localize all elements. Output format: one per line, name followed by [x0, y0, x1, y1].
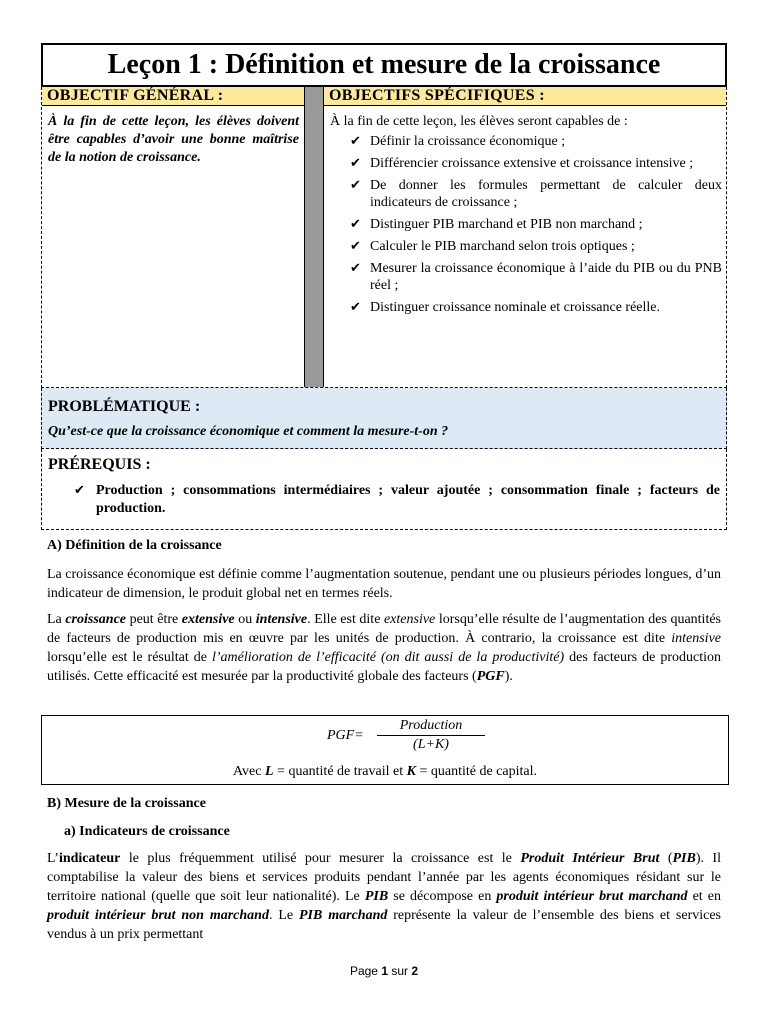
list-item-text: De donner les formules permettant de calculer deux indicateurs de croissance ;	[370, 178, 722, 210]
formula-denominator: (L+K)	[413, 737, 449, 752]
list-item	[350, 299, 722, 316]
lesson-header	[41, 43, 727, 530]
check-icon: ✔	[350, 134, 361, 149]
text-run: K	[406, 764, 416, 779]
problematique-question: Qu’est-ce que la croissance économique et comment la mesure-t-on ?	[48, 424, 449, 439]
text-run: croissance	[65, 612, 126, 627]
formula-note	[42, 764, 728, 780]
prerequis-section	[41, 449, 727, 530]
text-run: représente la valeur de l’ensemble des biens et services vendus à un prix permettant	[47, 908, 721, 942]
text-run: La	[47, 612, 66, 627]
problematique-section	[41, 388, 727, 449]
section-a-paragraph-1: La croissance économique est définie comme l’augmentation soutenue, pendant une ou plusieurs périodes longues, d’un indicateur de dimension, le produit global net en termes réels.	[47, 567, 721, 601]
specific-objectives-cell	[324, 87, 726, 387]
general-objective-cell	[42, 87, 304, 387]
list-item-text: Différencier croissance extensive et croissance intensive ;	[370, 156, 694, 171]
list-item	[350, 216, 722, 233]
section-a-heading: A) Définition de la croissance	[47, 538, 222, 553]
text-run: ). Il comptabilise la valeur des biens et services produits pendant l’année par les agents économiques résidant sur le territoire national (quelle que soit leur nationalité). Le	[47, 851, 721, 904]
text-run: produit intérieur brut non marchand	[47, 908, 269, 923]
formula-lhs: PGF=	[327, 728, 364, 743]
check-icon: ✔	[350, 239, 361, 254]
list-item-text: Mesurer la croissance économique à l’aide du PIB ou du PNB réel ;	[370, 261, 722, 293]
check-icon: ✔	[350, 261, 361, 276]
list-item-text: Distinguer PIB marchand et PIB non marchand ;	[370, 217, 643, 232]
text-run: peut être	[126, 612, 182, 627]
list-item	[350, 177, 722, 211]
text-run: sur	[388, 964, 412, 978]
text-run: des facteurs de production utilisés. Cette efficacité est mesurée par la productivité globale des facteurs (	[47, 650, 721, 684]
text-run: extensive	[181, 612, 235, 627]
text-run: PIB	[672, 851, 696, 866]
prerequis-item	[48, 482, 720, 518]
text-run: ou	[234, 612, 256, 627]
section-b-paragraph-1	[47, 849, 721, 944]
text-run: lorsqu’elle résulte de l’augmentation des quantités de facteurs de production mis en œuvre par les unités de production. À contrario, la croissance est dite	[47, 612, 721, 646]
specific-objectives-heading: OBJECTIFS SPÉCIFIQUES :	[324, 87, 726, 106]
list-item-text: Distinguer croissance nominale et croissance réelle.	[370, 300, 660, 315]
text-run: ).	[504, 669, 513, 684]
page-footer	[0, 964, 768, 978]
section-b-subheading: a) Indicateurs de croissance	[64, 824, 230, 839]
check-icon: ✔	[74, 483, 85, 498]
specific-objectives-intro: À la fin de cette leçon, les élèves seront capables de :	[330, 114, 628, 129]
list-item	[350, 260, 722, 294]
text-run: l’amélioration de l’efficacité (on dit aussi de la productivité)	[211, 650, 565, 665]
problematique-heading: PROBLÉMATIQUE :	[48, 398, 201, 415]
general-objective-heading: OBJECTIF GÉNÉRAL :	[42, 87, 304, 106]
text-run: . Elle est dite	[307, 612, 384, 627]
objectives-table	[41, 87, 727, 388]
list-item-text: Définir la croissance économique ;	[370, 134, 566, 149]
text-run: le plus fréquemment utilisé pour mesurer la croissance est le	[120, 851, 521, 866]
text-run: se décompose en	[388, 889, 497, 904]
text-run: 1	[381, 964, 388, 978]
column-separator	[304, 87, 324, 387]
list-item	[350, 238, 722, 255]
check-icon: ✔	[350, 300, 361, 315]
text-run: Produit Intérieur Brut	[520, 851, 660, 866]
section-a-paragraph-2	[47, 610, 721, 686]
section-a	[47, 536, 721, 686]
list-item	[350, 133, 722, 150]
text-run: (	[659, 851, 673, 866]
text-run: PIB	[364, 889, 389, 904]
section-b-heading: B) Mesure de la croissance	[47, 796, 206, 811]
text-run: Avec	[232, 764, 265, 779]
text-run: et en	[687, 889, 721, 904]
section-b	[47, 794, 721, 944]
pgf-formula-box	[41, 715, 729, 785]
list-item	[350, 155, 722, 172]
text-run: produit intérieur brut marchand	[496, 889, 688, 904]
formula-numerator: Production	[377, 716, 485, 736]
text-run: intensive	[255, 612, 308, 627]
check-icon: ✔	[350, 217, 361, 232]
check-icon: ✔	[350, 156, 361, 171]
text-run: L’	[47, 851, 59, 866]
text-run: . Le	[268, 908, 299, 923]
text-run: lorsqu’elle est le résultat de	[47, 650, 212, 665]
general-objective-text: À la fin de cette leçon, les élèves doivent être capables d’avoir une bonne maîtrise de la notion de croissance.	[48, 114, 299, 165]
text-run: indicateur	[58, 851, 121, 866]
specific-objectives-list	[324, 133, 726, 316]
text-run: extensive	[383, 612, 436, 627]
text-run: = quantité de travail et	[273, 764, 407, 779]
prerequis-heading: PRÉREQUIS :	[48, 456, 151, 473]
text-run: intensive	[671, 631, 721, 646]
text-run: L	[264, 764, 274, 779]
prerequis-item-text: Production ; consommations intermédiaires ; valeur ajoutée ; consommation finale ; facteurs de production.	[96, 483, 720, 516]
text-run: PGF	[476, 669, 505, 684]
formula-fraction	[377, 716, 485, 753]
list-item-text: Calculer le PIB marchand selon trois optiques ;	[370, 239, 635, 254]
text-run: PIB marchand	[299, 908, 388, 923]
text-run: Page	[349, 964, 382, 978]
text-run: = quantité de capital.	[415, 764, 537, 779]
page-title: Leçon 1 : Définition et mesure de la croissance	[41, 43, 727, 87]
text-run: 2	[411, 964, 419, 978]
check-icon: ✔	[350, 178, 361, 193]
